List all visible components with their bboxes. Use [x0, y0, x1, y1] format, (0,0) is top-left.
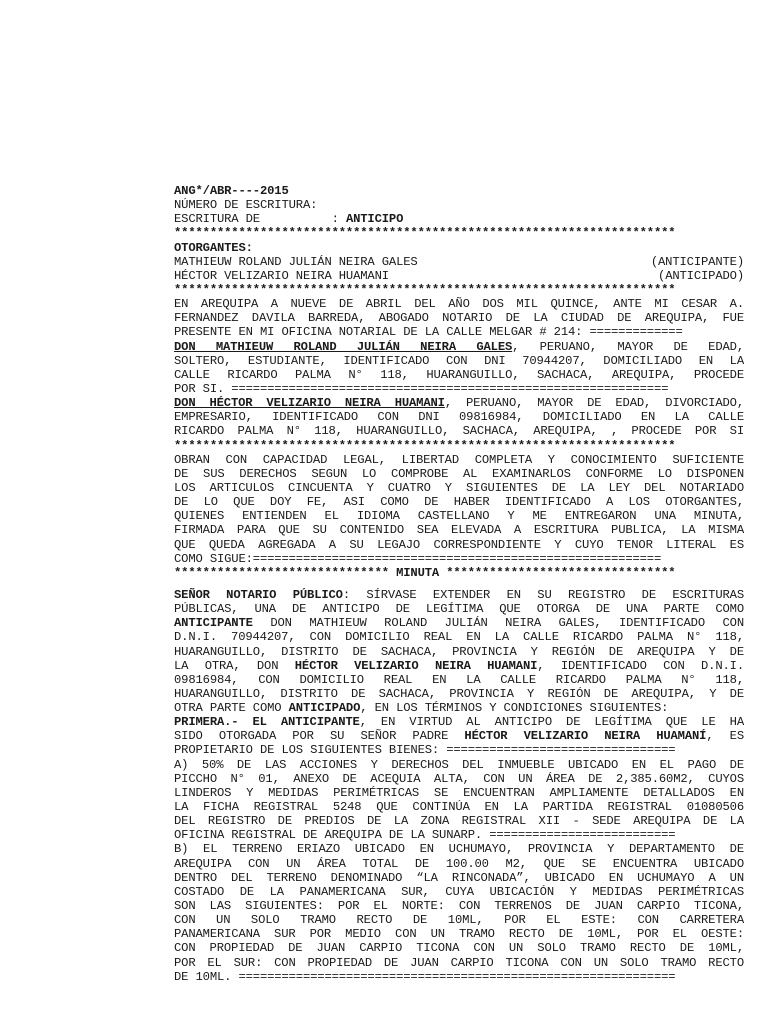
capacidad-line: DE LO QUE DOY FE, ASI COMO DE HABER IDENTIFICADO A LOS OTORGANTES, — [174, 495, 744, 510]
salutation: SEÑOR NOTARIO PÚBLICO — [174, 587, 343, 602]
anticipado-term: ANTICIPADO — [288, 701, 361, 716]
otorgante2-line — [174, 396, 744, 410]
otorgante1-rest: , PERUANO, MAYOR DE EDAD, — [512, 339, 744, 354]
escritura-type-label: ESCRITURA DE : — [174, 212, 346, 227]
body-line — [174, 588, 744, 602]
capacidad-line: QUIENES ENTIENDEN EL IDIOMA CASTELLANO Y ME ENTREGARON UNA MINUTA, — [174, 509, 744, 524]
bien-a-line: PICCHO N° 01, ANEXO DE ACEQUIA ALTA, CON UN ÁREA DE 2,385.60M2, CUYOS — [174, 771, 744, 786]
otorgante-role: (ANTICIPADO) — [658, 268, 744, 283]
body-line: PÚBLICAS, UNA DE ANTICIPO DE LEGÍTIMA QUE OTORGA DE UNA PARTE COMO — [174, 602, 744, 617]
bien-b-line: PANAMERICANA SUR POR MEDIO CON UN TRAMO RECTO DE 10ML, POR EL OESTE: — [174, 927, 744, 942]
anticipado-name: HÉCTOR VELIZARIO NEIRA HUAMANI — [294, 658, 538, 673]
intro-line: FERNANDEZ DAVILA BARREDA, ABOGADO NOTARIO DE LA CIUDAD DE AREQUIPA, FUE — [174, 311, 744, 326]
body-line — [174, 616, 744, 630]
body-text: : SÍRVASE EXTENDER EN SU REGISTRO DE ESCRITURAS — [342, 587, 744, 602]
body-text: , IDENTIFICADO CON D.N.I. — [537, 658, 744, 673]
minuta-title: MINUTA — [396, 565, 440, 580]
body-line: PROPIETARIO DE LOS SIGUIENTES BIENES: ================================ — [174, 743, 676, 758]
bien-b-line: SON LAS SIGUIENTES: POR EL NORTE: CON TERRENOS DE JUAN CARPIO TICONA, — [174, 899, 744, 914]
otorgante-name: HÉCTOR VELIZARIO NEIRA HUAMANI — [174, 268, 389, 283]
escritura-type-line — [174, 212, 744, 226]
escritura-type-value: ANTICIPO — [345, 212, 404, 227]
bien-b-line: POR EL SUR: CON PROPIEDAD DE JUAN CARPIO TICONA CON UN SOLO TRAMO RECTO — [174, 955, 744, 970]
bien-a-line: LINDEROS Y MEDIDAS PERIMÉTRICAS SE ENCUENTRAN AMPLIAMENTE DETALLADOS EN — [174, 785, 744, 800]
body-line — [174, 659, 744, 673]
body-line: 09816984, CON DOMICILIO REAL EN LA CALLE RICARDO PALMA N° 118, — [174, 672, 744, 687]
minuta-stars: ******************************** — [439, 565, 676, 580]
bien-b-line: DE 10ML. ============================================================= — [174, 969, 676, 984]
clause-primera: PRIMERA.- EL ANTICIPANTE — [174, 715, 360, 730]
capacidad-line: LOS ARTICULOS CINCUENTA Y CUATRO Y SIGUIENTES DE LA LEY DEL NOTARIADO — [174, 480, 744, 495]
body-text: , ES — [706, 729, 744, 744]
otorgante-role: (ANTICIPANTE) — [650, 254, 744, 269]
bien-a-line: LA FICHA REGISTRAL 5248 QUE CONTINÚA EN LA PARTIDA REGISTRAL 01080506 — [174, 800, 744, 815]
bien-a-line: A) 50% DE LAS ACCIONES Y DERECHOS DEL INMUEBLE UBICADO EN EL PAGO DE — [174, 757, 744, 772]
numero-escritura-label: NÚMERO DE ESCRITURA: — [174, 198, 318, 213]
bien-b-line: DENTRO DEL TERRENO DENOMINADO “LA RINCONADA”, UBICADO EN UCHUMAYO A UN — [174, 870, 744, 885]
bien-b-line: CON UN SOLO TRAMO RECTO DE 10ML, POR EL ESTE: CON CARRETERA — [174, 913, 744, 928]
body-text: OTRA PARTE COMO — [174, 701, 289, 716]
body-text: DON MATHIEUW ROLAND JULIÁN NEIRA GALES, IDENTIFICADO CON — [252, 616, 744, 631]
bien-a-line: OFICINA REGISTRAL DE AREQUIPA DE LA SUNARP. ========================== — [174, 828, 676, 843]
document-reference: ANG*/ABR----2015 — [174, 184, 289, 198]
minuta-heading — [174, 566, 744, 580]
otorgante1-line: SOLTERO, ESTUDIANTE, IDENTIFICADO CON DNI 70944207, DOMICILIADO EN LA — [174, 353, 744, 368]
otorgante2-name: DON HÉCTOR VELIZARIO NEIRA HUAMANI — [174, 396, 445, 411]
separator-line: ********************************************************************** — [174, 226, 676, 241]
capacidad-line: FIRMADA PARA QUE SU CONTENIDO SEA ELEVADA A ESCRITURA PUBLICA, LA MISMA — [174, 523, 744, 538]
body-text: , EN VIRTUD AL ANTICIPO DE LEGÍTIMA QUE LE HA — [359, 715, 744, 730]
otorgante1-line: CALLE RICARDO PALMA N° 118, HUARANGUILLO, SACHACA, AREQUIPA, PROCEDE — [174, 367, 744, 382]
otorgante2-line: EMPRESARIO, IDENTIFICADO CON DNI 09816984, DOMICILIADO EN LA CALLE — [174, 410, 744, 425]
bien-b-line: COSTADO DE LA PANAMERICANA SUR, CUYA UBICACIÓN Y MEDIDAS PERIMÉTRICAS — [174, 884, 744, 899]
bien-b-line: AREQUIPA CON UN ÁREA TOTAL DE 100.00 M2, QUE SE ENCUENTRA UBICADO — [174, 856, 744, 871]
body-line — [174, 729, 744, 743]
otorgante-row — [174, 255, 744, 269]
intro-line: EN AREQUIPA A NUEVE DE ABRIL DEL AÑO DOS MIL QUINCE, ANTE MI CESAR A. — [174, 297, 744, 312]
body-line: D.N.I. 70944207, CON DOMICILIO REAL EN LA CALLE RICARDO PALMA N° 118, — [174, 630, 744, 645]
padre-name: HÉCTOR VELIZARIO NEIRA HUAMANÍ — [464, 729, 707, 744]
anticipante-term: ANTICIPANTE — [174, 616, 253, 631]
intro-line: PRESENTE EN MI OFICINA NOTARIAL DE LA CALLE MELGAR # 214: ============= — [174, 325, 683, 340]
otorgante1-line — [174, 340, 744, 354]
separator-line: ********************************************************************** — [174, 282, 676, 297]
otorgante1-line: POR SI. ============================================================= — [174, 381, 669, 396]
bien-a-line: DEL REGISTRO DE PREDIOS DE LA ZONA REGISTRAL XII - SEDE AREQUIPA DE LA — [174, 814, 744, 829]
otorgantes-heading: OTORGANTES: — [174, 240, 253, 255]
otorgante2-line: RICARDO PALMA N° 118, HUARANGUILLO, SACHACA, AREQUIPA, , PROCEDE POR SI — [174, 424, 744, 439]
body-text: , EN LOS TÉRMINOS Y CONDICIONES SIGUIENTES: — [360, 701, 669, 716]
otorgante-row — [174, 269, 744, 283]
capacidad-line: COMO SIGUE:========================================================= — [174, 551, 662, 566]
body-line — [174, 701, 744, 715]
separator-line: ********************************************************************** — [174, 438, 676, 453]
bien-b-line: B) EL TERRENO ERIAZO UBICADO EN UCHUMAYO, PROVINCIA Y DEPARTAMENTO DE — [174, 842, 744, 857]
capacidad-line: QUE QUEDA AGREGADA A SU LEGAJO CORRESPONDIENTE Y CUYO TENOR LITERAL ES — [174, 537, 744, 552]
body-text: LA OTRA, DON — [174, 658, 295, 673]
capacidad-line: OBRAN CON CAPACIDAD LEGAL, LIBERTAD COMPLETA Y CONOCIMIENTO SUFICIENTE — [174, 452, 744, 467]
capacidad-line: DE SUS DERECHOS SEGUN LO COMPROBE AL EXAMINARLOS CONFORME LO DISPONEN — [174, 466, 744, 481]
otorgante1-name: DON MATHIEUW ROLAND JULIÁN NEIRA GALES — [174, 339, 513, 354]
body-line: HUARANGUILLO, DISTRITO DE SACHACA, PROVINCIA Y REGIÓN DE AREQUIPA Y DE — [174, 644, 744, 659]
escritura-document — [174, 184, 744, 984]
body-line — [174, 715, 744, 729]
spacer — [174, 580, 744, 588]
minuta-stars: ****************************** — [174, 565, 397, 580]
otorgante-name: MATHIEUW ROLAND JULIÁN NEIRA GALES — [174, 254, 418, 269]
bien-b-line: CON PROPIEDAD DE JUAN CARPIO TICONA CON UN SOLO TRAMO RECTO DE 10ML, — [174, 941, 744, 956]
otorgante2-rest: , PERUANO, MAYOR DE EDAD, DIVORCIADO, — [444, 396, 744, 411]
body-line: HUARANGUILLO, DISTRITO DE SACHACA, PROVINCIA Y REGIÓN DE AREQUIPA, Y DE — [174, 686, 744, 701]
body-text: SIDO OTORGADA POR SU SEÑOR PADRE — [174, 729, 465, 744]
